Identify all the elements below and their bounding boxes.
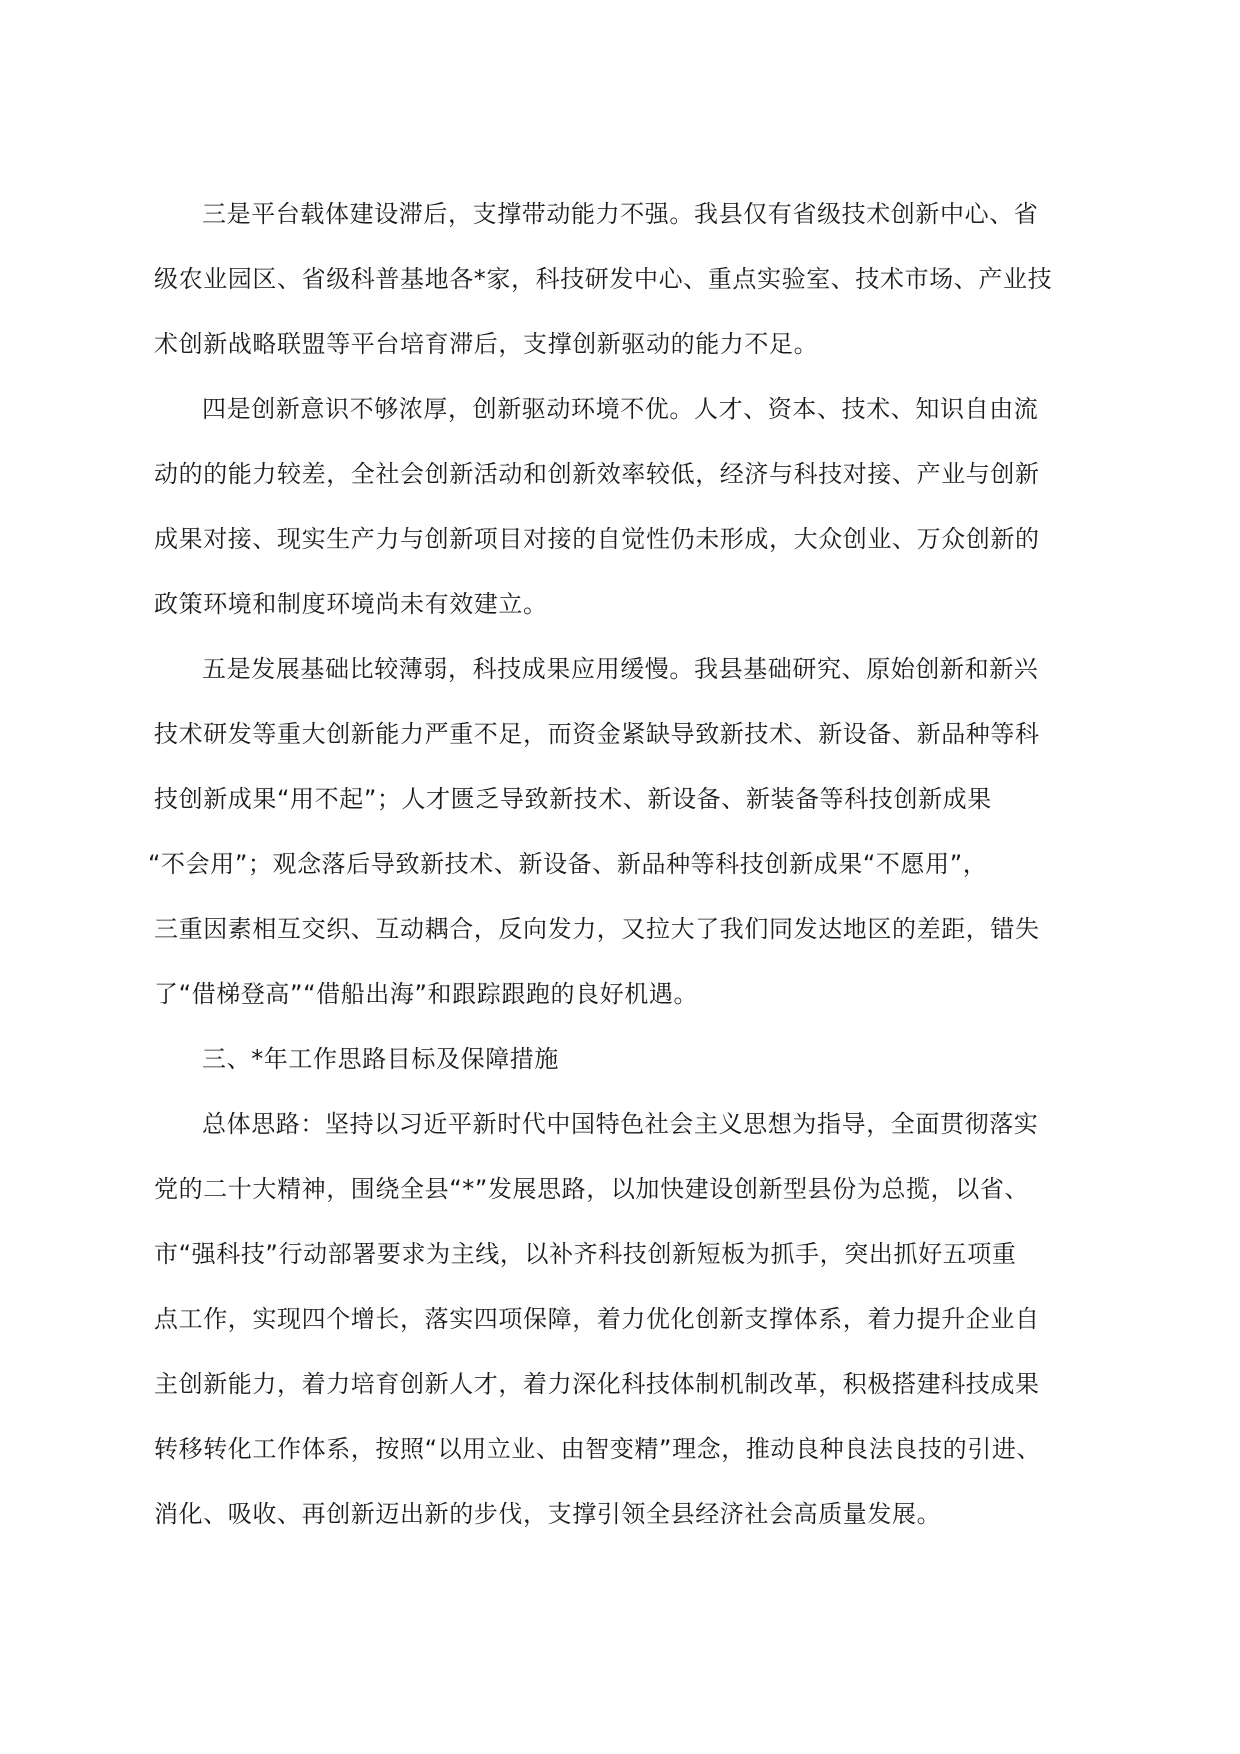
paragraph-line: 三重因素相互交织、互动耦合，反向发力，又拉大了我们同发达地区的差距，错失 — [154, 915, 1040, 943]
paragraph-line: 市“强科技”行动部署要求为主线，以补齐科技创新短板为抓手，突出抓好五项重 — [154, 1240, 1017, 1268]
paragraph-line: 级农业园区、省级科普基地各*家，科技研发中心、重点实验室、技术市场、产业技 — [154, 265, 1053, 293]
paragraph-line: 成果对接、现实生产力与创新项目对接的自觉性仍未形成，大众创业、万众创新的 — [154, 525, 1040, 553]
paragraph-line: 转移转化工作体系，按照“以用立业、由智变精”理念，推动良种良法良技的引进、 — [154, 1435, 1042, 1463]
paragraph-line: “不会用”；观念落后导致新技术、新设备、新品种等科技创新成果“不愿用”， — [148, 850, 988, 878]
section-heading: 三、*年工作思路目标及保障措施 — [202, 1045, 559, 1073]
paragraph-line: 三是平台载体建设滞后，支撑带动能力不强。我县仅有省级技术创新中心、省 — [202, 200, 1039, 228]
paragraph-line: 消化、吸收、再创新迈出新的步伐，支撑引领全县经济社会高质量发展。 — [154, 1500, 942, 1528]
paragraph-line: 政策环境和制度环境尚未有效建立。 — [154, 590, 548, 618]
paragraph-line: 术创新战略联盟等平台培育滞后，支撑创新驱动的能力不足。 — [154, 330, 819, 358]
paragraph-line: 总体思路：坚持以习近平新时代中国特色社会主义思想为指导，全面贯彻落实 — [202, 1110, 1039, 1138]
paragraph-line: 了“借梯登高”“借船出海”和跟踪跟跑的良好机遇。 — [154, 980, 699, 1008]
paragraph-line: 主创新能力，着力培育创新人才，着力深化科技体制机制改革，积极搭建科技成果 — [154, 1370, 1040, 1398]
paragraph-line: 四是创新意识不够浓厚，创新驱动环境不优。人才、资本、技术、知识自由流 — [202, 395, 1039, 423]
paragraph-line: 技创新成果“用不起”；人才匮乏导致新技术、新设备、新装备等科技创新成果 — [154, 785, 992, 813]
paragraph-line: 动的的能力较差，全社会创新活动和创新效率较低，经济与科技对接、产业与创新 — [154, 460, 1040, 488]
paragraph-line: 党的二十大精神，围绕全县“*”发展思路，以加快建设创新型县份为总揽，以省、 — [154, 1175, 1030, 1203]
paragraph-line: 技术研发等重大创新能力严重不足，而资金紧缺导致新技术、新设备、新品种等科 — [154, 720, 1040, 748]
paragraph-line: 点工作，实现四个增长，落实四项保障，着力优化创新支撑体系，着力提升企业自 — [154, 1305, 1040, 1333]
paragraph-line: 五是发展基础比较薄弱，科技成果应用缓慢。我县基础研究、原始创新和新兴 — [202, 655, 1039, 683]
